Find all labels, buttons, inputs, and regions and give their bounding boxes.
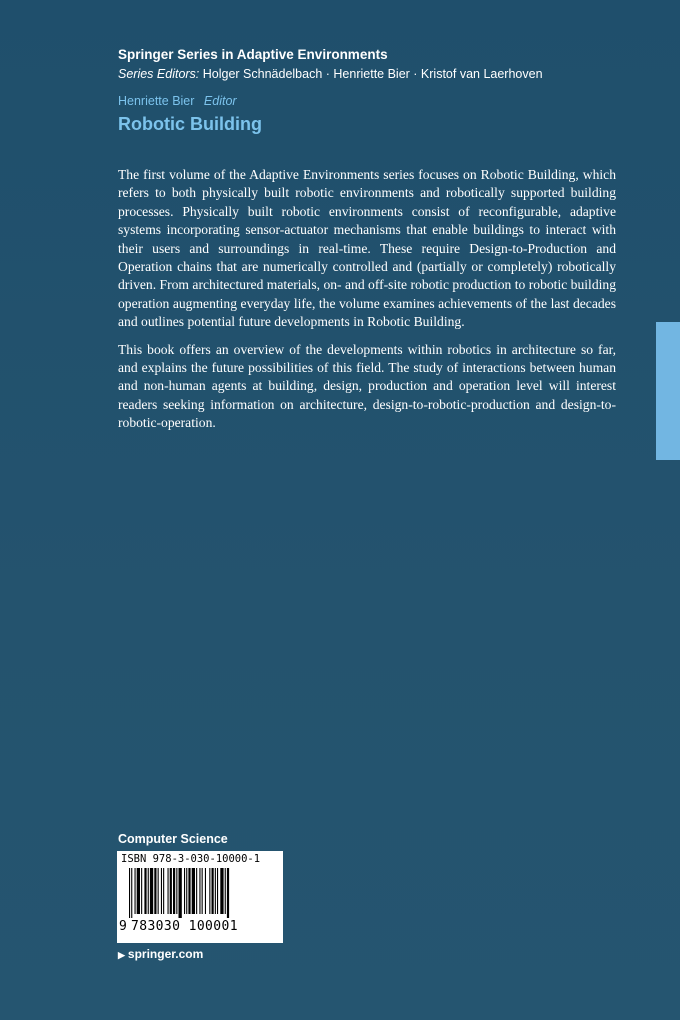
barcode-bar	[215, 868, 216, 914]
blurb-paragraph-1: The first volume of the Adaptive Environments series focuses on Robotic Building, which refers to both physically built robotic environments and robotically supported building processes. Physically built robotic environments consist of reconfigurable, adaptive systems incorporating sensor-actuator mechanisms that enable buildings to interact with their users and surroundings in real-time. These require Design-to-Production and Operation chains that are numerically controlled and (partially or completely) robotically driven. From architectured materials, on- and off-site robotic production to robotic building operation augmenting everyday life, the volume examines achievements of the last decades and outlines potential future developments in Robotic Building.	[118, 167, 616, 330]
blurb	[118, 166, 616, 442]
book-editor	[118, 94, 237, 108]
barcode-bar	[129, 868, 130, 918]
barcode-first-digit: 9	[119, 919, 127, 934]
barcode-bar	[163, 868, 164, 914]
barcode-bar	[227, 868, 229, 918]
barcode-bars	[129, 868, 275, 918]
isbn-text: ISBN 978-3-030-10000-1	[121, 853, 261, 865]
barcode-bar	[205, 868, 206, 914]
barcode-bar	[196, 868, 197, 914]
barcode-bar	[212, 868, 214, 914]
barcode-bar	[135, 868, 136, 914]
barcode-bar	[225, 868, 226, 914]
editor-role: Editor	[203, 94, 237, 108]
edge-tab	[656, 322, 680, 460]
barcode-bar	[137, 868, 140, 914]
barcode-bar	[161, 868, 162, 914]
barcode-bar	[188, 868, 190, 914]
series-editors-names: Holger Schnädelbach · Henriette Bier · Kristof van Laerhoven	[202, 67, 543, 81]
barcode-bar	[148, 868, 149, 914]
blurb-paragraph-2: This book offers an overview of the developments within robotics in architecture so far, and explains the future possibilities of this field. The study of interactions between human and non-human agents at building, design, production and operation level will interest readers seeking information on architecture, design-to-robotic-production and design-to-robotic-operation.	[118, 341, 616, 431]
barcode-bar	[154, 868, 156, 914]
barcode-bar	[217, 868, 218, 914]
editor-name: Henriette Bier	[118, 94, 195, 108]
barcode-bar	[176, 868, 177, 914]
barcode-bar	[220, 868, 223, 914]
barcode-bar	[202, 868, 203, 914]
isbn-barcode	[117, 851, 283, 943]
barcode-bar	[199, 868, 200, 914]
triangle-right-icon: ▶	[118, 950, 125, 960]
barcode-digits: 783030 100001	[131, 919, 238, 934]
barcode-bar	[170, 868, 172, 914]
barcode-bar	[144, 868, 146, 914]
barcode-bar	[179, 868, 182, 918]
subject-category: Computer Science	[118, 832, 228, 846]
series-editors-label: Series Editors:	[118, 67, 200, 81]
book-title: Robotic Building	[118, 114, 262, 134]
barcode-bar	[150, 868, 153, 914]
barcode-bar	[141, 868, 142, 914]
barcode-bar	[209, 868, 210, 914]
barcode-bar	[173, 868, 175, 914]
barcode-bar	[131, 868, 132, 918]
series-editors	[118, 67, 543, 81]
series-title: Springer Series in Adaptive Environments	[118, 47, 388, 62]
barcode-bar	[158, 868, 159, 914]
barcode-bar	[184, 868, 185, 914]
barcode-bar	[168, 868, 169, 914]
barcode-bar	[186, 868, 187, 914]
website-text: springer.com	[127, 947, 204, 961]
website-link[interactable]	[118, 947, 203, 961]
barcode-bar	[192, 868, 195, 914]
